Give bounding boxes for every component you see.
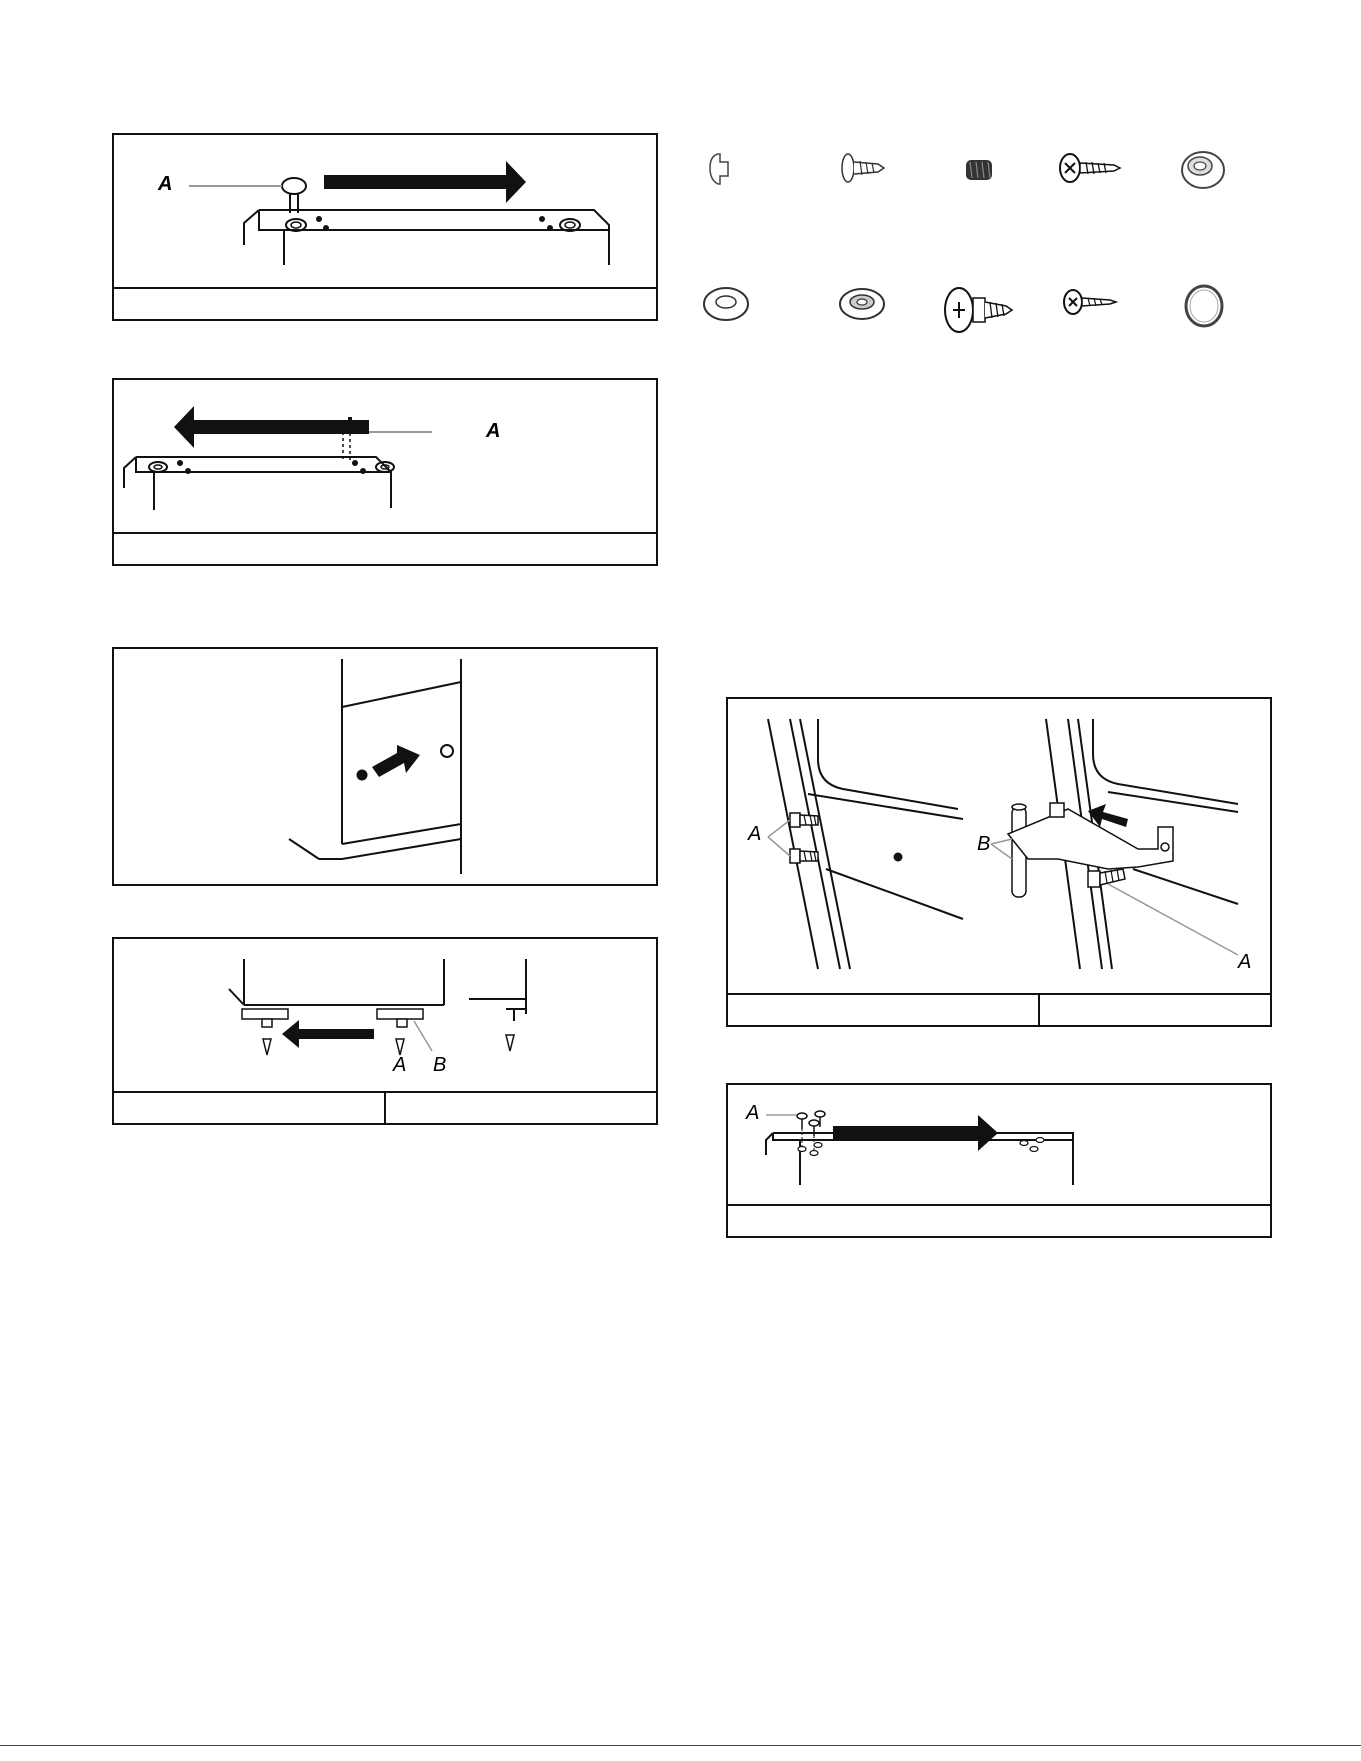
figure-caption-right <box>384 1093 656 1123</box>
figure-caption-bar <box>114 1091 656 1123</box>
figure-caption-bar <box>728 993 1270 1025</box>
callout-a: A <box>158 173 173 195</box>
callout-b: B <box>977 833 991 855</box>
figure-door-handle-hole <box>112 647 658 886</box>
figure-3-illustration <box>114 649 660 888</box>
direction-arrow <box>174 406 369 448</box>
page-bottom-rule <box>0 1745 1361 1746</box>
figure-caption <box>114 289 656 319</box>
figure-caption <box>114 534 656 564</box>
shoulder-screw-icon <box>942 282 1016 338</box>
figure-bottom-hinge <box>112 937 658 1125</box>
figure-caption-left <box>728 995 1038 1025</box>
callout-a: A <box>393 1054 407 1076</box>
figure-caption-right <box>1038 995 1270 1025</box>
figure-caption-left <box>114 1093 384 1123</box>
cup-washer-icon <box>1178 148 1228 192</box>
figure-caption-bar <box>728 1204 1270 1236</box>
ring-icon <box>1182 282 1226 330</box>
plug-button-icon <box>706 150 746 190</box>
flat-washer-icon <box>836 282 888 324</box>
trim-screw-icon <box>840 150 890 190</box>
hole-plug-icon <box>700 282 752 324</box>
direction-arrow <box>324 161 526 203</box>
figure-top-hinge-install <box>726 1083 1272 1238</box>
callout-a: A <box>748 823 762 845</box>
direction-arrow <box>833 1115 998 1151</box>
direction-arrow <box>372 745 420 777</box>
callout-a2: A <box>1238 951 1252 973</box>
figure-top-hinge-screw <box>112 378 658 566</box>
nut-icon <box>962 156 998 186</box>
small-screw-icon <box>1062 286 1120 318</box>
figure-caption <box>728 1206 1270 1236</box>
callout-a: A <box>486 420 501 442</box>
callout-a: A <box>746 1102 760 1124</box>
hinge-bolt-a2 <box>1088 869 1125 887</box>
hex-screw-icon <box>1058 150 1124 186</box>
figure-caption-bar <box>114 532 656 564</box>
figure-top-hinge-plug <box>112 133 658 321</box>
figure-5-illustration <box>728 699 1274 1029</box>
figure-caption-bar <box>114 287 656 319</box>
direction-arrow <box>282 1020 374 1048</box>
figure-door-hinge-swap <box>726 697 1272 1027</box>
callout-b: B <box>433 1054 447 1076</box>
